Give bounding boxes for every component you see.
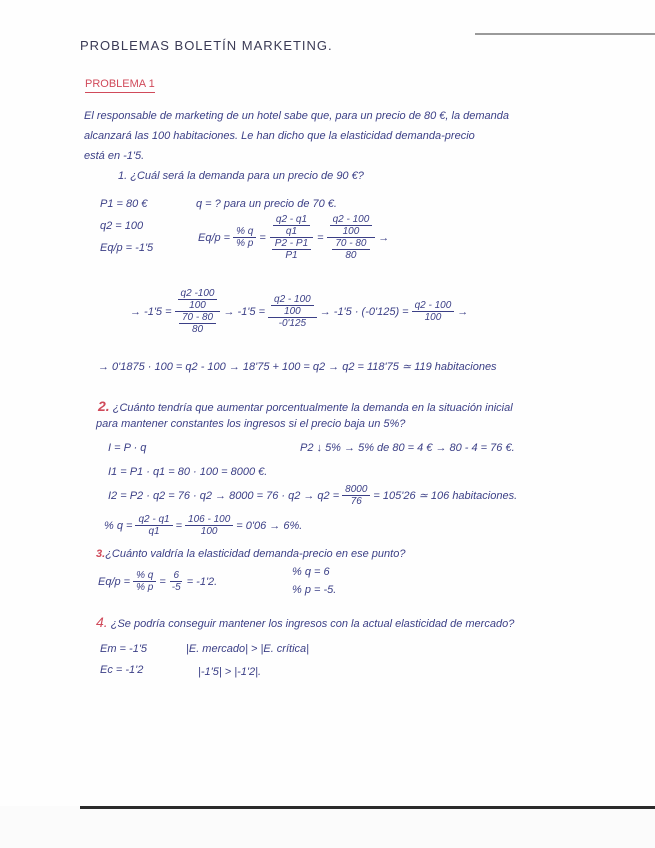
fraction (412, 300, 455, 323)
denominator: -0'125 (278, 318, 307, 329)
arrow: → (378, 231, 390, 244)
given-elasticity: Eq/p = -1'5 (100, 242, 154, 254)
numerator (175, 288, 221, 312)
question-3 (96, 548, 405, 560)
numerator: q2 -100 (178, 288, 218, 300)
numerator: q2 - 100 (271, 294, 314, 306)
question-number: 2. (98, 398, 110, 414)
numerator: 70 - 80 (332, 238, 369, 250)
question-number: 3. (96, 548, 106, 560)
numerator: q2 - 100 (330, 214, 373, 226)
statement-line: alcanzará las 100 habitaciones. Le han dicho que la elasticidad demanda-precio (84, 130, 475, 142)
denominator: 80 (191, 324, 204, 335)
denominator (269, 238, 314, 261)
percent-q-value: % q = 6 (292, 566, 330, 578)
compound-fraction (268, 294, 317, 329)
income-1: I1 = P1 · q1 = 80 · 100 = 8000 €. (108, 466, 268, 478)
denominator: -5 (171, 582, 181, 593)
fraction (135, 514, 172, 537)
result: = -1'2. (186, 575, 218, 588)
formula-label: % q = (104, 519, 133, 532)
page-edge-top (475, 33, 655, 35)
question-text: ¿Se podría conseguir mantener los ingresos con la actual elasticidad de mercado? (110, 618, 515, 630)
denominator: q1 (285, 226, 298, 237)
compound-fraction (269, 214, 314, 261)
income-2-result: = 105'26 ≃ 106 habitaciones. (373, 490, 518, 502)
numerator: q2 - q1 (135, 514, 172, 526)
numerator: q2 - q1 (273, 214, 310, 226)
given-p1: P1 = 80 € (100, 198, 148, 210)
numerator: 70 - 80 (179, 312, 216, 324)
percent-p-value: % p = -5. (292, 584, 337, 596)
fraction (169, 570, 184, 593)
denominator (176, 312, 219, 335)
numerator (268, 294, 317, 318)
denominator: % p (136, 582, 154, 593)
income-2 (108, 484, 517, 507)
elasticity-formula (198, 214, 389, 261)
market-elasticity: Em = -1'5 (100, 643, 148, 655)
denominator: 80 (345, 250, 357, 261)
elasticity-point (98, 570, 217, 593)
equals: = (159, 575, 166, 588)
fraction (133, 570, 156, 593)
numerator: % q (233, 226, 256, 238)
question-2 (98, 398, 513, 414)
compound-fraction (327, 214, 376, 261)
equals: = (175, 519, 183, 532)
denominator: 100 (284, 306, 301, 317)
price-drop-line: P2 ↓ 5% → 5% de 80 = 4 € → 80 - 4 = 76 €. (300, 442, 515, 454)
critical-elasticity: Ec = -1'2 (100, 664, 144, 676)
numerator (327, 214, 376, 238)
step-line (130, 288, 468, 335)
denominator: 76 (350, 496, 362, 507)
equals: = (317, 231, 324, 244)
numerator: % q (133, 570, 156, 582)
numerator (270, 214, 313, 238)
question-text: ¿Cuánto tendría que aumentar porcentualmente la demanda en la situación inicial (112, 402, 513, 414)
fraction (233, 226, 256, 249)
step-label: → -1'5 · (-0'125) = (319, 305, 409, 318)
question-text: para mantener constantes los ingresos si el precio baja un 5%? (96, 418, 406, 430)
unknown-note: q = ? para un precio de 70 €. (196, 198, 337, 210)
formula-label: Eq/p = (98, 575, 131, 588)
comparison: |E. mercado| > |E. crítica| (186, 643, 309, 655)
numerator: 8000 (342, 484, 370, 496)
question-text: ¿Cuál será la demanda para un precio de 90 €? (130, 170, 364, 182)
comparison-values: |-1'5| > |-1'2|. (198, 666, 262, 678)
income-formula: I = P · q (108, 442, 147, 454)
equals: = (259, 231, 266, 244)
denominator: 100 (424, 312, 442, 323)
denominator: P1 (285, 250, 298, 261)
compound-fraction (175, 288, 221, 335)
statement-line: está en -1'5. (84, 150, 145, 162)
question-number: 1. (118, 170, 128, 182)
fraction (342, 484, 370, 507)
page-edge-bottom (80, 806, 655, 809)
problem-heading: PROBLEMA 1 (85, 78, 155, 93)
q1-result: → 0'1875 · 100 = q2 - 100 → 18'75 + 100 = q2 → q2 = 118'75 ≃ 119 habitaciones (98, 361, 497, 373)
page-title: PROBLEMAS BOLETÍN MARKETING. (80, 38, 333, 53)
question-text: ¿Cuánto valdría la elasticidad demanda-precio en ese punto? (105, 548, 406, 560)
given-q2: q2 = 100 (100, 220, 144, 232)
step-label: → -1'5 = (223, 305, 266, 318)
denominator: 100 (200, 526, 218, 537)
denominator (329, 238, 372, 261)
question-number: 4. (96, 614, 108, 630)
denominator: % p (236, 238, 254, 249)
numerator: 6 (170, 570, 182, 582)
numerator: q2 - 100 (412, 300, 455, 312)
result: = 0'06 → 6%. (236, 519, 303, 532)
numerator: 106 - 100 (185, 514, 233, 526)
statement-line: El responsable de marketing de un hotel sabe que, para un precio de 80 €, la demanda (84, 110, 510, 122)
percent-q (104, 514, 302, 537)
arrow: → (457, 305, 469, 318)
income-2-text: I2 = P2 · q2 = 76 · q2 → 8000 = 76 · q2 → q2 = (108, 489, 340, 502)
step-label: → -1'5 = (130, 305, 172, 318)
numerator: P2 - P1 (272, 238, 311, 250)
question-4 (96, 614, 514, 630)
denominator: 100 (342, 226, 360, 237)
denominator: 100 (189, 300, 206, 311)
denominator: q1 (148, 526, 160, 537)
fraction (185, 514, 233, 537)
formula-label: Eq/p = (198, 231, 231, 244)
question-1 (118, 170, 364, 182)
